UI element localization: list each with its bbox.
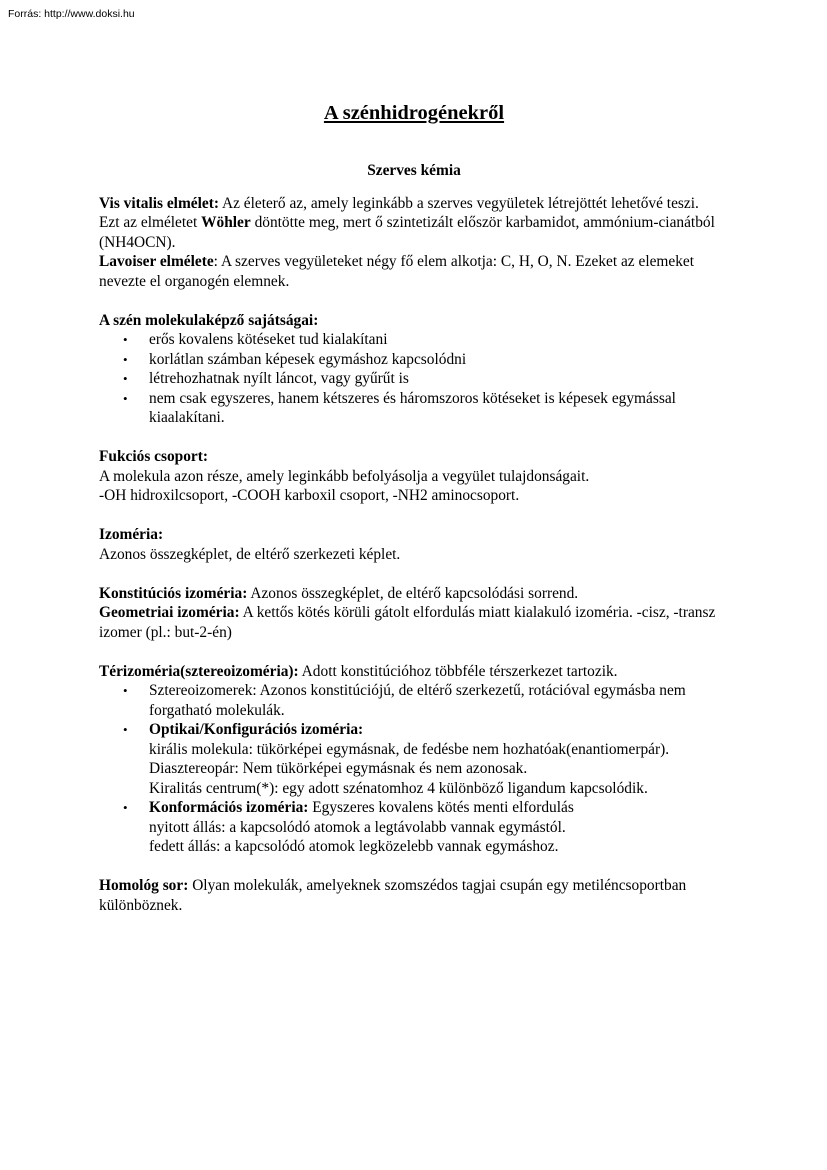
wohler-paragraph: [99, 213, 729, 252]
homolog-label: Homológ sor:: [99, 877, 189, 894]
wohler-pre: Ezt az elméletet: [99, 214, 202, 231]
constitutional-paragraph: [99, 584, 729, 604]
lavoiser-paragraph: [99, 252, 729, 291]
vis-vitalis-label: Vis vitalis elmélet:: [99, 194, 219, 212]
bullet-icon: •: [123, 683, 128, 698]
functional-heading: Fukciós csoport:: [99, 448, 209, 465]
bullet-icon: •: [123, 390, 128, 406]
document-body: [99, 100, 729, 915]
vis-vitalis-paragraph: [99, 194, 729, 214]
bullet-icon: •: [123, 351, 128, 367]
stereo-list: [99, 681, 729, 857]
bullet-icon: •: [123, 800, 128, 815]
wohler-text: döntötte meg, mert ő szintetizált először karbamidot, ammónium-cianátból (NH4OCN).: [99, 214, 715, 251]
homolog-text: Olyan molekulák, amelyeknek szomszédos tagjai csupán egy metiléncsoportban különböznek.: [99, 877, 687, 914]
geometric-paragraph: [99, 603, 729, 642]
carbon-heading: A szén molekulaképző sajátságai:: [99, 311, 319, 329]
bullet-icon: •: [123, 371, 128, 386]
list-item: • nem csak egyszeres, hanem kétszeres és háromszoros kötéseket is képesek egymással kiaalakítani.: [123, 389, 676, 426]
functional-line-1: A molekula azon része, amely leginkább befolyásolja a vegyület tulajdonságait.: [99, 467, 590, 485]
conformation-label: Konformációs izoméria:: [149, 799, 309, 816]
isomerism-text: Azonos összegképlet, de eltérő szerkezeti képlet.: [99, 545, 401, 563]
geometric-label: Geometriai izoméria:: [99, 604, 240, 621]
isomerism-heading: Izoméria:: [99, 526, 164, 543]
list-item: • Sztereoizomerek: Azonos konstitúciójú, de eltérő szerkezetű, rotációval egymásba nem forgatható molekulák.: [123, 682, 686, 719]
bullet-icon: •: [123, 332, 128, 347]
geometric-text: A kettős kötés körüli gátolt elfordulás miatt kialakuló izoméria. -cisz, -transz izomer (pl.: but-2-én): [99, 604, 716, 641]
wohler-name: Wöhler: [201, 214, 251, 231]
optical-label: Optikai/Konfigurációs izoméria:: [149, 721, 364, 738]
homolog-paragraph: [99, 876, 729, 915]
stereo-text: Adott konstitúcióhoz többféle térszerkezet tartozik.: [298, 662, 618, 680]
page-title: A szénhidrogénekről: [323, 102, 505, 124]
source-note: Forrás: http://www.doksi.hu: [8, 8, 135, 20]
lavoiser-text: : A szerves vegyületeket négy fő elem alkotja: C, H, O, N. Ezeket az elemeket nevezte el organogén elemnek.: [99, 253, 695, 290]
constitutional-label: Konstitúciós izoméria:: [99, 584, 248, 602]
list-item: • korlátlan számban képesek egymáshoz kapcsolódni: [123, 350, 467, 368]
bullet-icon: •: [123, 722, 128, 737]
list-item: • Konformációs izoméria: Egyszeres kovalens kötés menti elfordulás nyitott állás: a kapcsolódó atomok a legtávolabb vannak egymástól. fedett állás: a kapcsolódó atomok legközelebb vannak egymáshoz.: [123, 799, 574, 855]
list-item: • erős kovalens kötéseket tud kialakítani: [123, 331, 388, 348]
lavoiser-label: Lavoiser elmélete: [99, 253, 214, 270]
stereo-paragraph: [99, 662, 729, 682]
list-item: • Optikai/Konfigurációs izoméria: királis molekula: tükörképei egymásnak, de fedésbe nem hozhatóak(enantiomerpár). Diasztereopár: Nem tükörképei egymásnak és nem azonosak. Kiralitás centrum(*): egy adott szénatomhoz 4 különböző ligandum kapcsolódik.: [123, 721, 670, 797]
page-subtitle: Szerves kémia: [367, 162, 461, 179]
functional-line-2: -OH hidroxilcsoport, -COOH karboxil csoport, -NH2 aminocsoport.: [99, 487, 520, 504]
constitutional-text: Azonos összegképlet, de eltérő kapcsolódási sorrend.: [247, 584, 579, 602]
list-item: • létrehozhatnak nyílt láncot, vagy gyűrűt is: [123, 370, 409, 387]
vis-vitalis-text: Az életerő az, amely leginkább a szerves vegyületek létrejöttét lehetővé teszi.: [218, 194, 699, 212]
carbon-list: [99, 330, 729, 428]
stereo-label: Térizoméria(sztereoizoméria):: [99, 662, 299, 680]
